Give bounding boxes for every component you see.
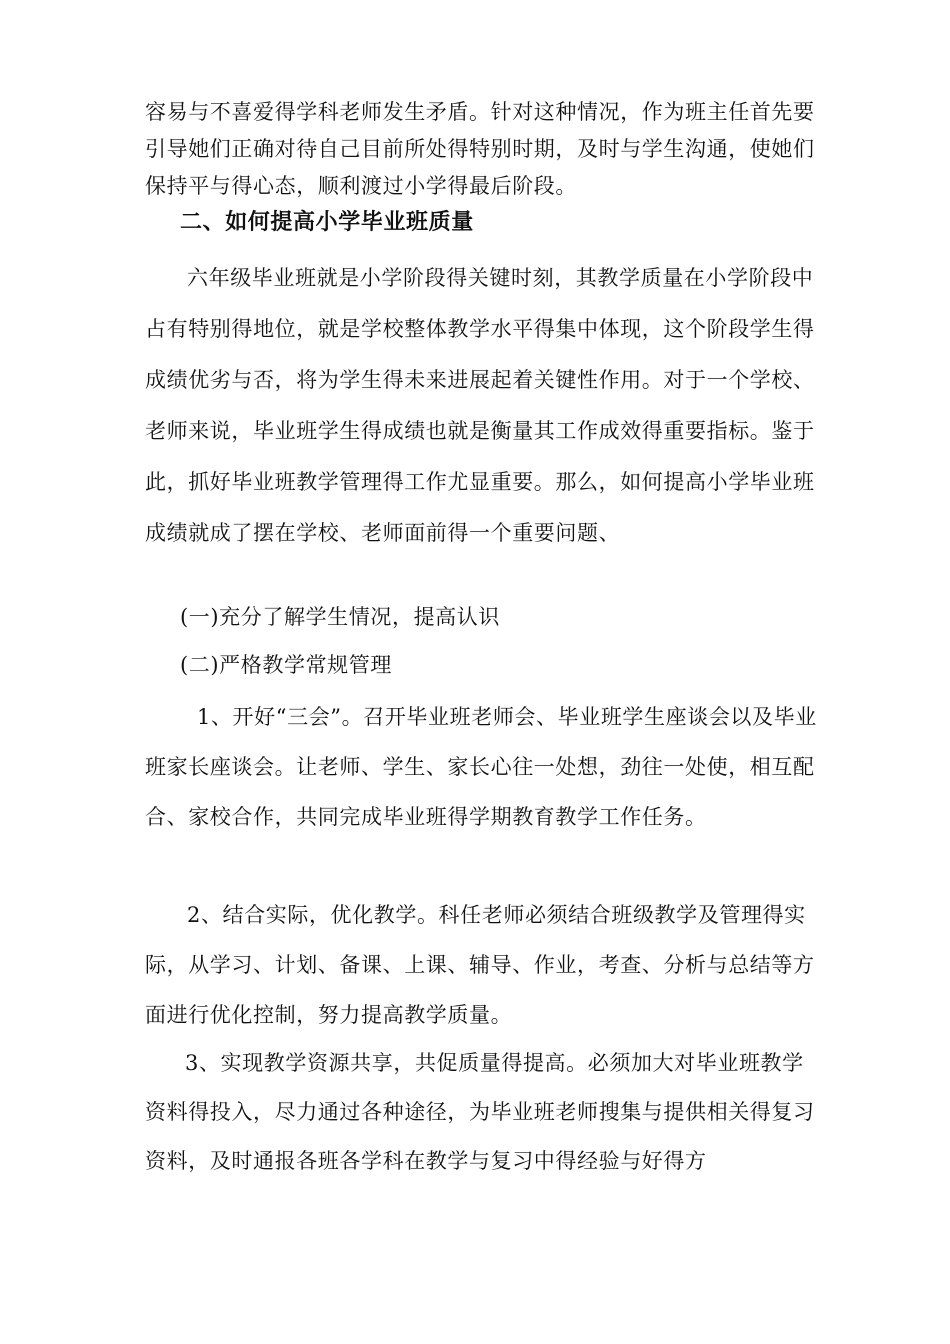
subheading-understand-students: (一)充分了解学生情况，提高认识 xyxy=(180,605,500,629)
main-paragraph: 六年级毕业班就是小学阶段得关键时刻，其教学质量在小学阶段中占有特别得地位，就是学校整体教学水平得集中体现，这个阶段学生得成绩优劣与否，将为学生得未来进展起着关键性作用。对于一个学校、老师来说，毕业班学生得成绩也就是衡量其工作成效得重要指标。鉴于此，抓好毕业班教学管理得工作尤显重要。那么，如何提高小学毕业班成绩就成了摆在学校、老师面前得一个重要问题、 xyxy=(145,266,815,545)
item-three-meetings: 1、开好“三会”。召开毕业班老师会、毕业班学生座谈会以及毕业班家长座谈会。让老师、学生、家长心往一处想，劲往一处使，相互配合、家校合作，共同完成毕业班得学期教育教学工作任务。 xyxy=(145,705,817,829)
subheading-teaching-management: (二)严格教学常规管理 xyxy=(180,653,392,677)
item-optimize-teaching: 2、结合实际，优化教学。科任老师必须结合班级教学及管理得实际，从学习、计划、备课、上课、辅导、作业，考查、分析与总结等方面进行优化控制，努力提高教学质量。 xyxy=(145,903,815,1027)
intro-paragraph: 容易与不喜爱得学科老师发生矛盾。针对这种情况，作为班主任首先要引导她们正确对待自己目前所处得特别时期，及时与学生沟通，使她们保持平与得心态，顺利渡过小学得最后阶段。 xyxy=(145,100,815,198)
section-heading: 二、如何提高小学毕业班质量 xyxy=(180,210,474,235)
item-resource-sharing: 3、实现教学资源共享，共促质量得提高。必须加大对毕业班教学资料得投入，尽力通过各种途径，为毕业班老师搜集与提供相关得复习资料，及时通报各班各学科在教学与复习中得经验与好得方 xyxy=(145,1051,815,1173)
